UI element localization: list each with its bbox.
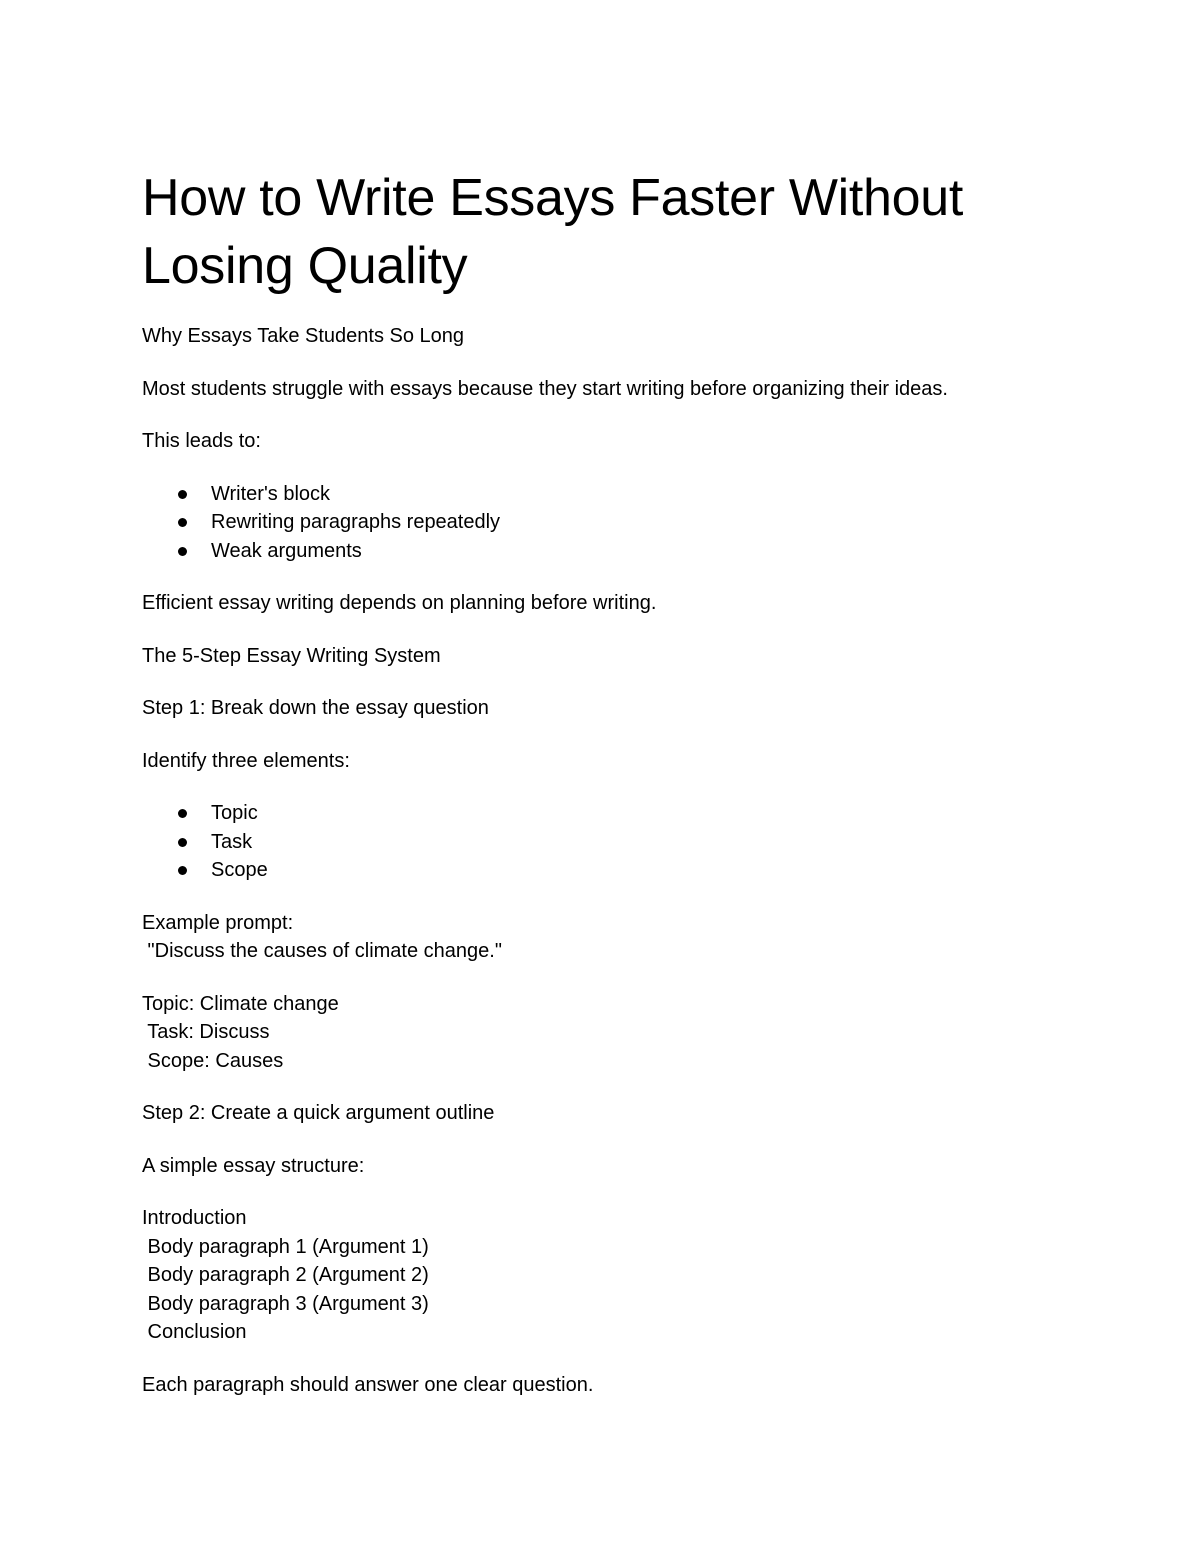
bullet-icon xyxy=(178,838,187,847)
list-item-text: Weak arguments xyxy=(211,539,362,562)
breakdown-line: Scope: Causes xyxy=(142,1049,284,1072)
list-item xyxy=(142,856,1062,885)
bullet-icon xyxy=(178,866,187,875)
structure-line: Conclusion xyxy=(142,1321,247,1343)
bullet-icon xyxy=(178,547,187,556)
list-item xyxy=(142,537,1062,566)
document-body xyxy=(142,164,1062,1399)
bullet-icon xyxy=(178,518,187,527)
structure-line: Body paragraph 2 (Argument 2) xyxy=(142,1264,429,1286)
bullet-list-elements xyxy=(142,799,1062,885)
list-item xyxy=(142,508,1062,537)
step-2-intro: A simple essay structure: xyxy=(142,1154,365,1177)
bullet-icon xyxy=(178,490,187,499)
paragraph-leads-to: This leads to: xyxy=(142,430,261,452)
paragraph-efficient: Efficient essay writing depends on planning before writing. xyxy=(142,592,657,614)
structure-block xyxy=(142,1204,1062,1347)
section-heading-why: Why Essays Take Students So Long xyxy=(142,325,465,347)
paragraph-intro: Most students struggle with essays because they start writing before organizing their ideas. xyxy=(142,377,948,400)
step-1-intro: Identify three elements: xyxy=(142,749,350,772)
list-item-text: Topic xyxy=(211,802,258,824)
bullet-list-problems xyxy=(142,480,1062,566)
step-1-heading: Step 1: Break down the essay question xyxy=(142,697,489,719)
breakdown-line: Topic: Climate change xyxy=(142,992,339,1015)
title-line-1: How to Write Essays Faster Without xyxy=(142,169,964,227)
list-item-text: Scope xyxy=(211,859,268,881)
paragraph-closing: Each paragraph should answer one clear question. xyxy=(142,1373,594,1396)
document-title xyxy=(142,164,1062,300)
bullet-icon xyxy=(178,809,187,818)
structure-line: Introduction xyxy=(142,1207,247,1229)
structure-line: Body paragraph 1 (Argument 1) xyxy=(142,1235,429,1258)
step-2-heading: Step 2: Create a quick argument outline xyxy=(142,1102,495,1124)
breakdown-line: Task: Discuss xyxy=(142,1021,270,1043)
list-item-text: Rewriting paragraphs repeatedly xyxy=(211,511,501,533)
list-item xyxy=(142,480,1062,509)
example-block xyxy=(142,909,1062,966)
structure-line: Body paragraph 3 (Argument 3) xyxy=(142,1292,429,1315)
list-item-text: Writer's block xyxy=(211,482,331,505)
list-item xyxy=(142,828,1062,857)
list-item xyxy=(142,799,1062,828)
section-heading-system: The 5-Step Essay Writing System xyxy=(142,644,441,667)
breakdown-block xyxy=(142,990,1062,1076)
example-label: Example prompt: xyxy=(142,911,294,934)
list-item-text: Task xyxy=(211,830,253,853)
title-line-2: Losing Quality xyxy=(142,237,468,295)
example-prompt: "Discuss the causes of climate change." xyxy=(142,940,502,962)
